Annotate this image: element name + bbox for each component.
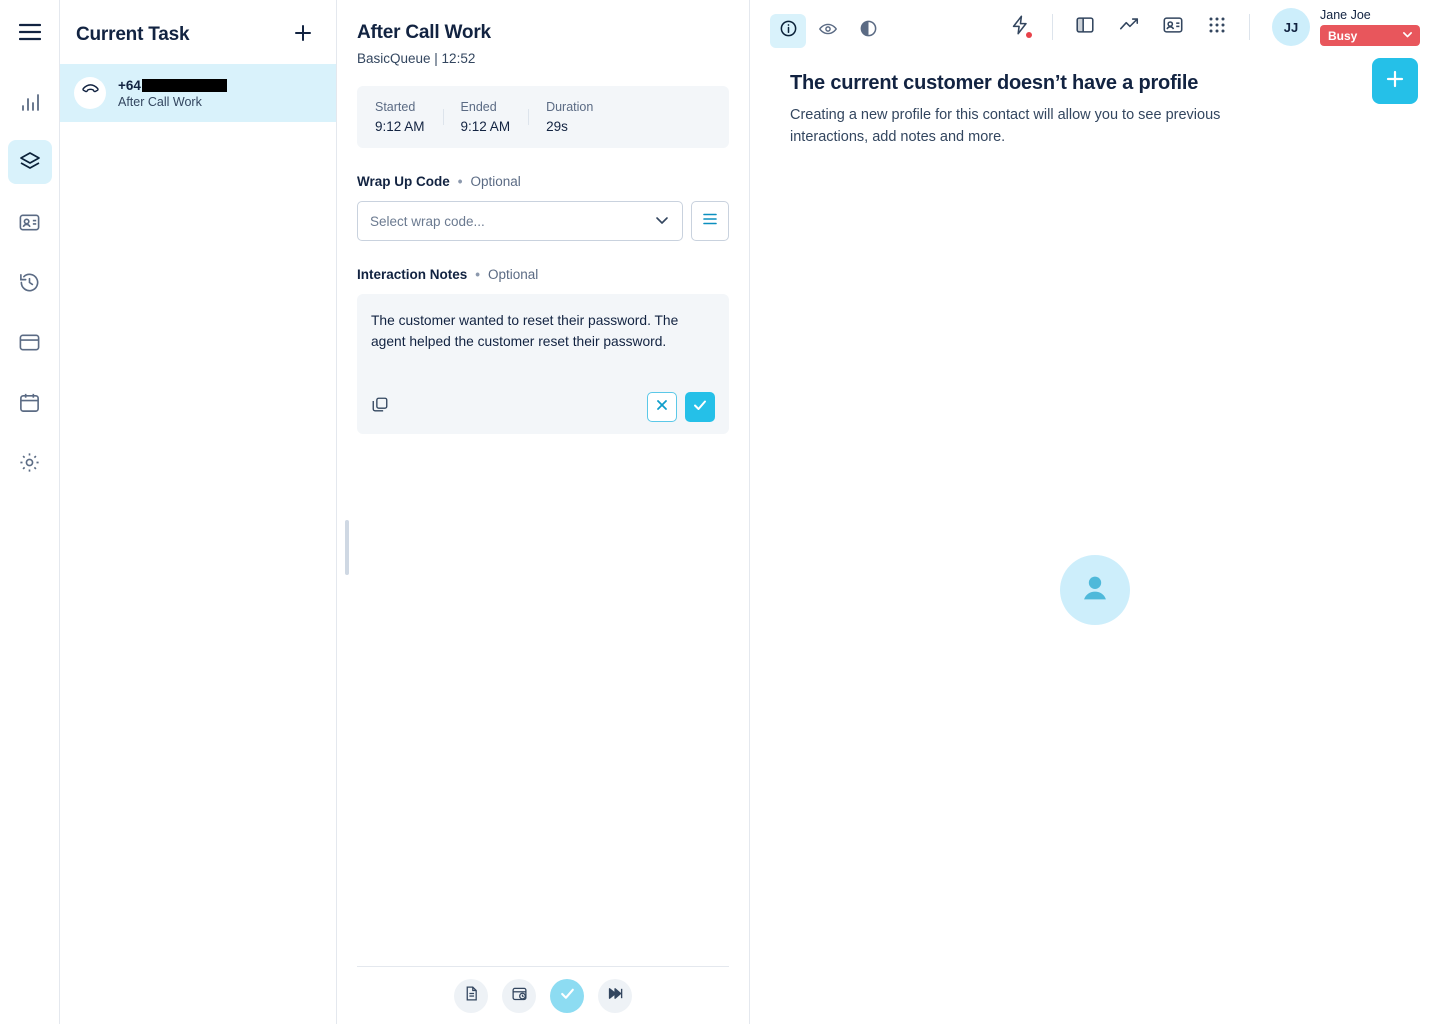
profile-empty-description: Creating a new profile for this contact will allow you to see previous interactions, add notes and more.: [790, 107, 1221, 145]
person-icon: [1076, 569, 1114, 612]
sidebar-item-calendar[interactable]: [8, 380, 52, 424]
divider: [1249, 14, 1250, 40]
contact-card-icon: [1162, 14, 1184, 41]
stat-label: Started: [375, 100, 416, 114]
sidebar-item-workspace[interactable]: [8, 320, 52, 364]
task-phone-number: [118, 78, 227, 93]
call-stats: [357, 86, 729, 148]
contrast-circle-icon: [859, 19, 878, 43]
stat-duration: [528, 100, 611, 134]
gear-icon: [18, 451, 41, 474]
task-phone-prefix: +64: [118, 77, 141, 93]
chevron-down-icon: [1401, 28, 1414, 44]
user-menu[interactable]: [1272, 8, 1420, 46]
task-meta: [118, 78, 227, 109]
stat-value: 9:12 AM: [375, 119, 425, 134]
add-task-button[interactable]: [290, 22, 316, 48]
sidebar-item-history[interactable]: [8, 260, 52, 304]
panel-layout-button[interactable]: [1063, 5, 1107, 49]
eye-icon: [818, 19, 838, 44]
sidebar-item-tasks[interactable]: [8, 140, 52, 184]
sidebar-item-settings[interactable]: [8, 440, 52, 484]
schedule-callback-button[interactable]: [502, 979, 536, 1013]
fast-forward-icon: [607, 985, 624, 1007]
chevron-down-icon: [654, 212, 670, 231]
calendar-clock-icon: [511, 985, 528, 1007]
info-icon: [779, 19, 798, 43]
wrap-up-code-label: [357, 174, 729, 189]
list-icon: [701, 210, 719, 233]
tab-insights[interactable]: [850, 14, 886, 48]
current-task-panel: [60, 0, 337, 1024]
acw-subtitle: BasicQueue | 12:52: [357, 51, 476, 66]
user-name: Jane Joe: [1320, 8, 1371, 22]
hamburger-menu-button[interactable]: [8, 10, 52, 54]
optional-text: Optional: [488, 267, 539, 282]
notes-confirm-group: [647, 392, 715, 422]
panel-layout-icon: [1074, 14, 1096, 41]
close-icon: [655, 398, 669, 417]
task-status-label: After Call Work: [118, 94, 202, 109]
complete-task-button[interactable]: [550, 979, 584, 1013]
current-task-header: [60, 0, 336, 64]
page-title: Current Task: [76, 24, 190, 45]
wrap-up-code-label-text: Wrap Up Code: [357, 174, 450, 189]
after-call-work-panel: [337, 0, 750, 1024]
contacts-button[interactable]: [1151, 5, 1195, 49]
layers-icon: [18, 150, 42, 174]
stat-value: 9:12 AM: [460, 119, 511, 134]
stat-label: Duration: [546, 100, 594, 114]
tab-preview[interactable]: [810, 14, 846, 48]
quick-actions-button[interactable]: [998, 5, 1042, 49]
user-meta: [1320, 8, 1420, 46]
check-icon: [692, 397, 708, 418]
center-scrollbar[interactable]: [345, 520, 349, 575]
wrap-code-select[interactable]: [357, 201, 683, 241]
profile-empty-state: [750, 48, 1440, 149]
stat-value: 29s: [546, 119, 568, 134]
avatar: JJ: [1272, 8, 1310, 46]
copy-notes-button[interactable]: [371, 396, 389, 419]
add-profile-button[interactable]: [1372, 58, 1418, 104]
top-bar: [998, 0, 1440, 54]
empty-profile-avatar: [1060, 555, 1130, 625]
clock-history-icon: [18, 271, 41, 294]
copy-icon: [371, 396, 389, 419]
optional-text: Optional: [470, 174, 521, 189]
wrap-code-list-button[interactable]: [691, 201, 729, 241]
dialpad-icon: [1207, 15, 1227, 40]
divider: [1052, 14, 1053, 40]
left-nav-rail: [0, 0, 60, 1024]
skip-forward-button[interactable]: [598, 979, 632, 1013]
sidebar-item-contacts[interactable]: [8, 200, 52, 244]
avatar: [74, 77, 106, 109]
accept-notes-button[interactable]: [685, 392, 715, 422]
calendar-icon: [18, 391, 41, 414]
stat-started: [357, 100, 443, 134]
interaction-notes-label-text: Interaction Notes: [357, 267, 468, 282]
task-list-item[interactable]: [60, 64, 336, 122]
status-badge[interactable]: [1320, 25, 1420, 46]
separator-dot: •: [457, 174, 463, 189]
wrap-up-code-row: [357, 201, 729, 241]
interaction-notes-actions: [371, 392, 715, 422]
window-icon: [18, 331, 41, 354]
profile-empty-title: The current customer doesn’t have a profile: [790, 72, 1199, 94]
bar-chart-icon: [19, 91, 41, 113]
dialpad-button[interactable]: [1195, 5, 1239, 49]
stat-label: Ended: [460, 100, 497, 114]
stat-ended: [443, 100, 529, 134]
reject-notes-button[interactable]: [647, 392, 677, 422]
check-icon: [559, 985, 576, 1007]
task-action-bar: [357, 966, 729, 1024]
tab-info[interactable]: [770, 14, 806, 48]
document-button[interactable]: [454, 979, 488, 1013]
acw-title: After Call Work: [357, 22, 491, 43]
redacted-number-bar: [142, 79, 227, 92]
interaction-notes-label: [357, 267, 729, 282]
interaction-notes-text: The customer wanted to reset their password. The agent helped the customer reset their password.: [371, 313, 679, 350]
analytics-line-icon: [1118, 14, 1140, 41]
contact-card-icon: [18, 211, 41, 234]
hamburger-icon: [19, 23, 41, 41]
wrap-code-select-value: Select wrap code...: [370, 213, 485, 229]
center-scrollbar-right[interactable]: [332, 954, 336, 1024]
analytics-button[interactable]: [1107, 5, 1151, 49]
interaction-notes-box[interactable]: [357, 294, 729, 434]
sidebar-item-analytics[interactable]: [8, 80, 52, 124]
customer-profile-panel: [750, 0, 1440, 1024]
plus-icon: [293, 23, 313, 48]
document-icon: [463, 985, 480, 1007]
status-label: Busy: [1328, 28, 1358, 43]
notification-dot: [1026, 32, 1032, 38]
plus-icon: [1384, 68, 1406, 95]
phone-handset-icon: [81, 81, 100, 105]
separator-dot: •: [475, 267, 481, 282]
